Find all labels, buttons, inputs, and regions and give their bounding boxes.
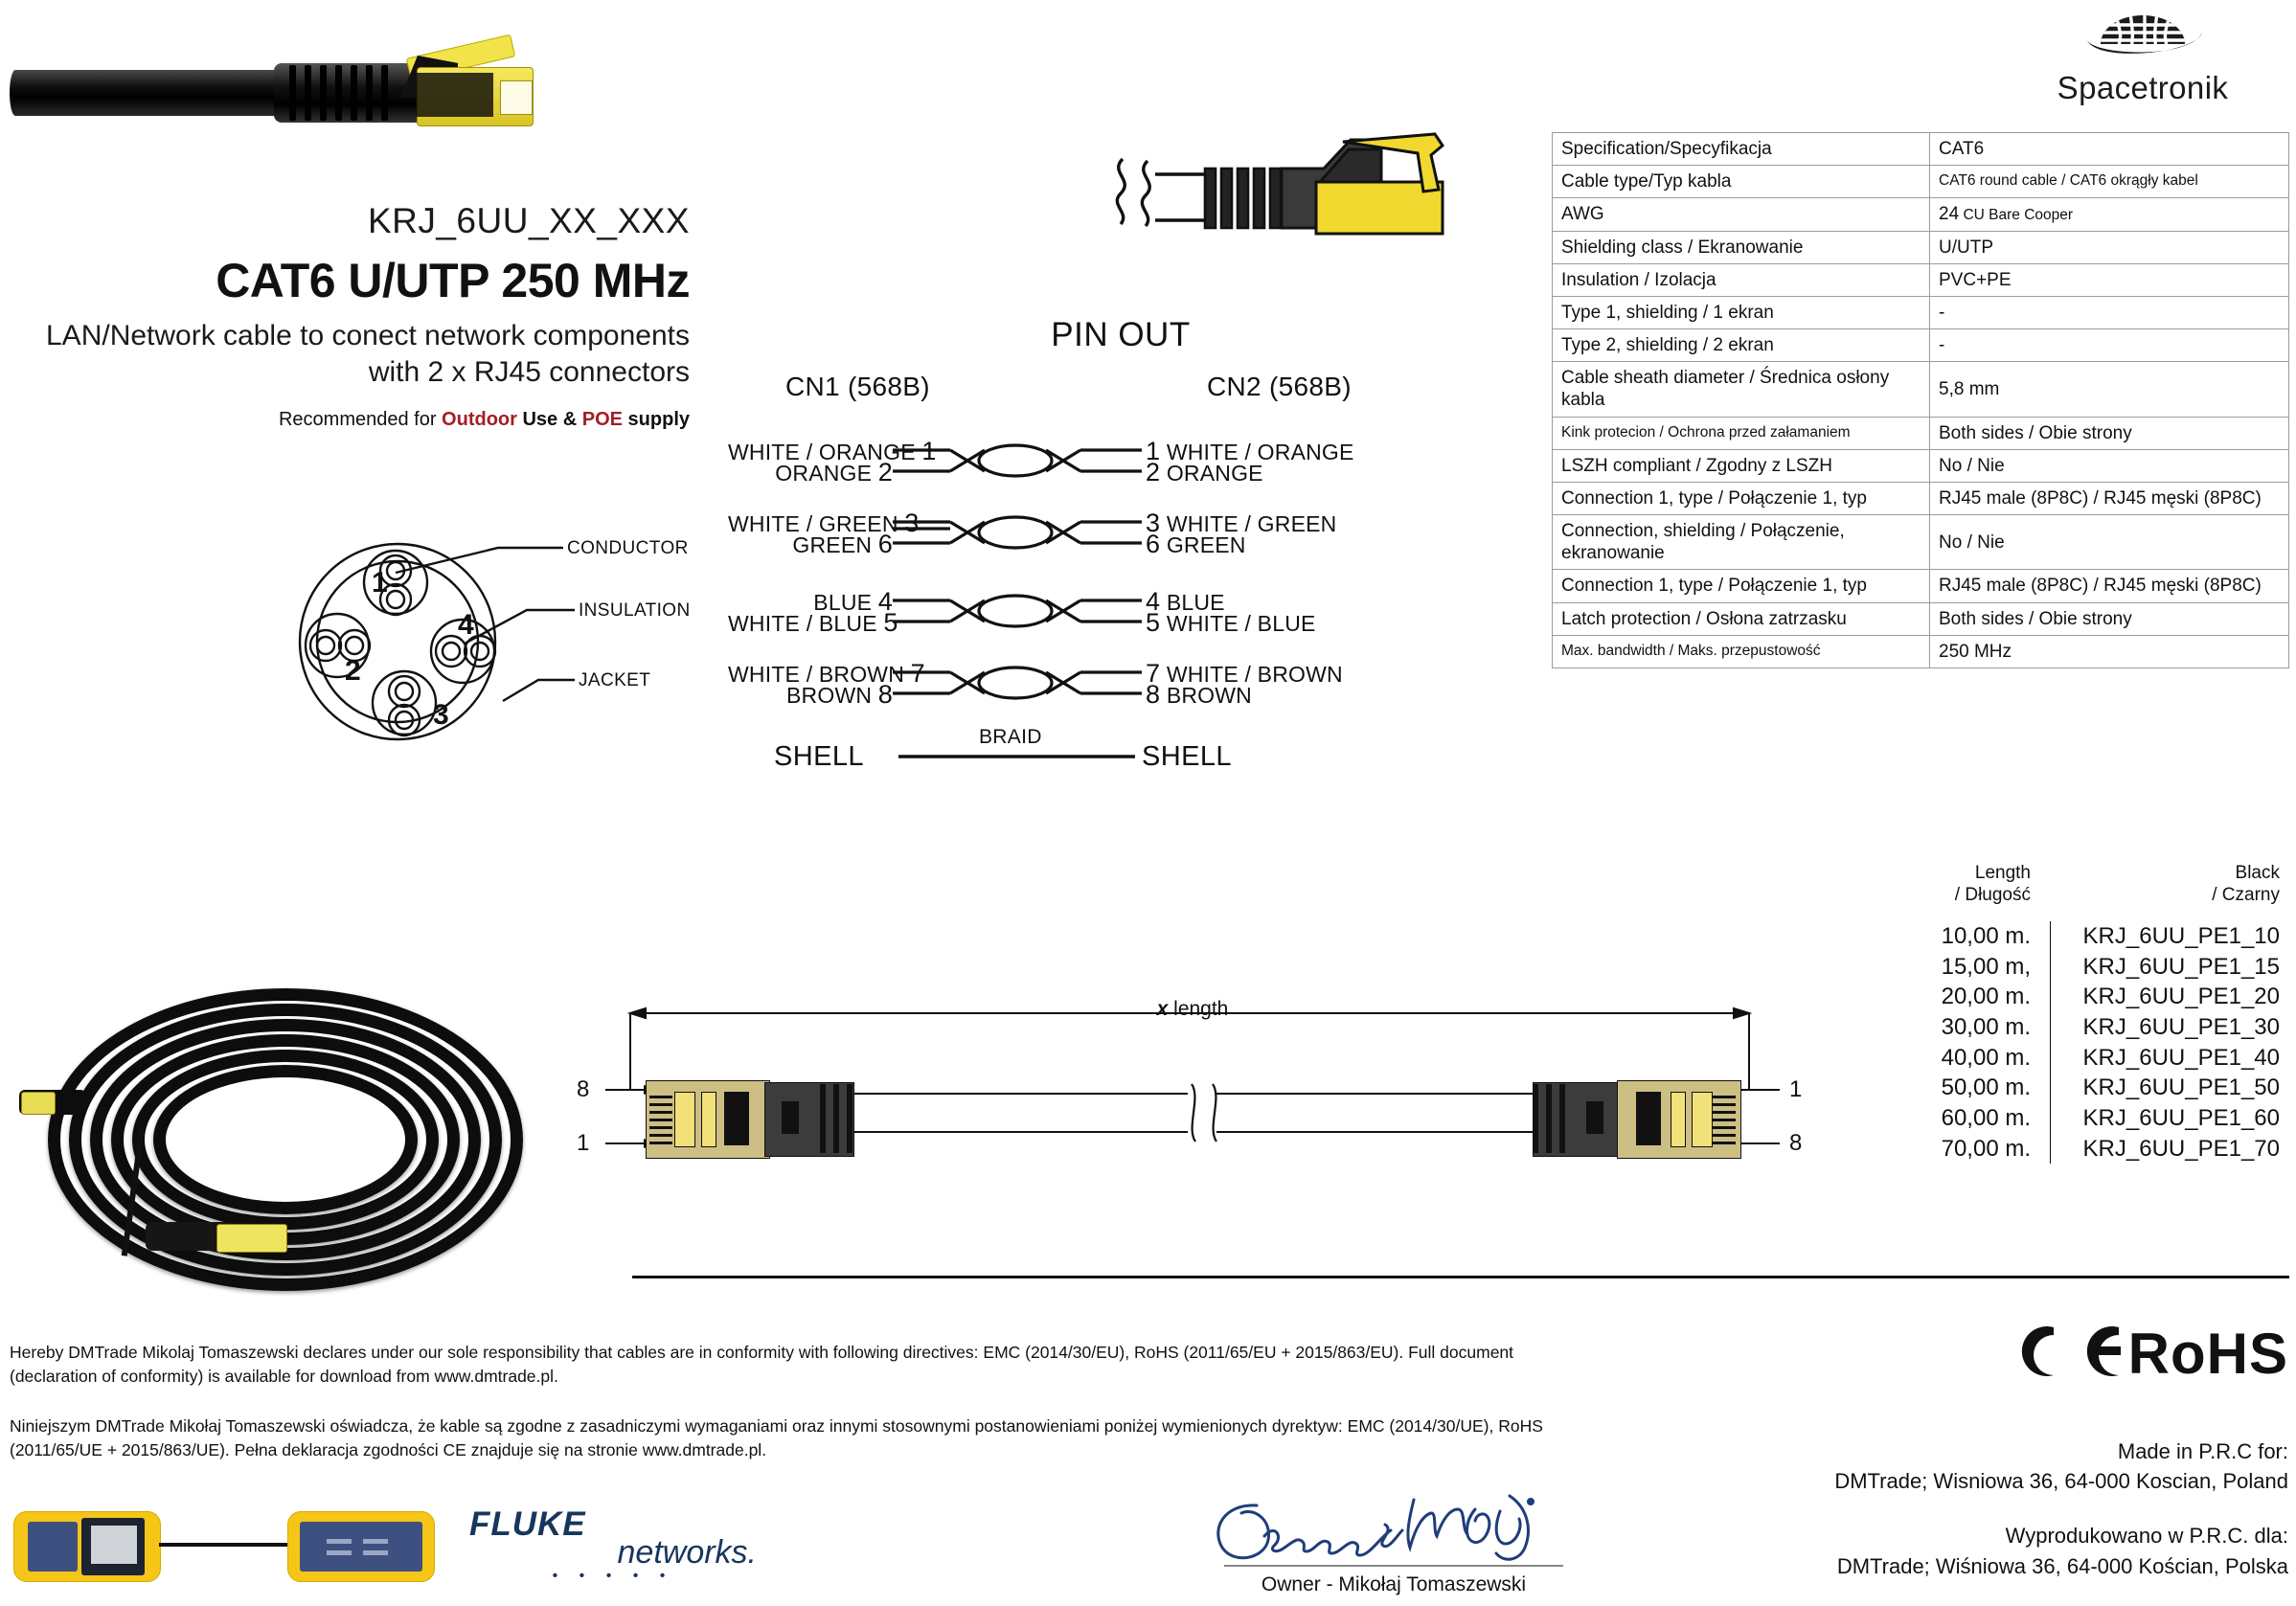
part-length: 60,00 m. bbox=[1941, 1105, 2031, 1132]
table-row bbox=[1553, 263, 2289, 296]
horizontal-divider bbox=[632, 1276, 2289, 1278]
part-number: KRJ_6UU_PE1_50 bbox=[2082, 1074, 2280, 1101]
part-length: 10,00 m. bbox=[1941, 923, 2031, 949]
signature-rule bbox=[1224, 1565, 1563, 1567]
signature-ink bbox=[1197, 1494, 1590, 1565]
spec-key: Latch protection / Osłona zatrzasku bbox=[1553, 602, 1930, 635]
table-row bbox=[1553, 133, 2289, 166]
part-number-list bbox=[1849, 862, 2280, 1164]
spec-value: No / Nie bbox=[1930, 449, 2289, 482]
recommendation-line bbox=[0, 409, 690, 431]
spec-value: RJ45 male (8P8C) / RJ45 męski (8P8C) bbox=[1930, 482, 2289, 514]
cable-cross-section-diagram bbox=[287, 529, 699, 758]
spec-key: Connection 1, type / Połączenie 1, typ bbox=[1553, 570, 1930, 602]
part-number: KRJ_6UU_PE1_70 bbox=[2082, 1135, 2280, 1162]
cable-product-photo bbox=[10, 17, 584, 142]
table-row bbox=[1553, 570, 2289, 602]
table-row bbox=[1553, 417, 2289, 449]
list-item bbox=[1849, 921, 2280, 952]
spec-value: Both sides / Obie strony bbox=[1930, 602, 2289, 635]
list-item bbox=[1849, 1012, 2280, 1043]
spec-key: Max. bandwidth / Maks. przepustowość bbox=[1553, 635, 1930, 667]
pin-number-right-top: 1 bbox=[1789, 1076, 1803, 1102]
recommend-poe: POE bbox=[581, 408, 623, 430]
address-en: Made in P.R.C for: DMTrade; Wisniowa 36, 64-000 Koscian, Poland bbox=[1834, 1439, 2288, 1494]
part-length: 40,00 m. bbox=[1941, 1044, 2031, 1071]
shell-label-left: SHELL bbox=[774, 741, 864, 772]
svg-text:3: 3 bbox=[433, 699, 449, 731]
spec-value: 250 MHz bbox=[1930, 635, 2289, 667]
list-item bbox=[1849, 1103, 2280, 1134]
spec-key: LSZH compliant / Zgodny z LSZH bbox=[1553, 449, 1930, 482]
title-block bbox=[0, 201, 690, 431]
part-length: 20,00 m. bbox=[1941, 984, 2031, 1010]
part-length: 30,00 m. bbox=[1941, 1014, 2031, 1041]
pinout-diagram bbox=[728, 316, 1513, 814]
cross-section-svg bbox=[287, 529, 699, 758]
spec-table-body bbox=[1553, 133, 2289, 668]
pin-number-left-bottom: 1 bbox=[577, 1130, 590, 1156]
pin-label-left-4: BLUE 4 bbox=[813, 587, 893, 616]
spec-key: Connection 1, type / Połączenie 1, typ bbox=[1553, 482, 1930, 514]
spec-value: 5,8 mm bbox=[1930, 362, 2289, 417]
spec-value: Both sides / Obie strony bbox=[1930, 417, 2289, 449]
pin-label-right-7: 7 WHITE / BROWN bbox=[1146, 659, 1343, 688]
spec-key: Shielding class / Ekranowanie bbox=[1553, 231, 1930, 263]
fluke-networks-logo bbox=[469, 1505, 757, 1592]
spec-value: - bbox=[1930, 296, 2289, 328]
table-row bbox=[1553, 362, 2289, 417]
address-pl: Wyprodukowano w P.R.C. dla: DMTrade; Wiśniowa 36, 64-000 Kościan, Polska bbox=[1836, 1524, 2288, 1578]
rohs-mark: RoHS bbox=[2127, 1322, 2288, 1386]
spec-value: 24 CU Bare Cooper bbox=[1930, 198, 2289, 231]
declaration-en: Hereby DMTrade Mikolaj Tomaszewski declares under our sole responsibility that cables are in conformity with following directives: EMC (2014/30/EU), RoHS (2011/65/EU + 2015/863/EU). Full document (declaration of conformity) is available for download from www.dmtrade.pl. bbox=[10, 1343, 1514, 1387]
spec-value: - bbox=[1930, 329, 2289, 362]
pin-label-right-5: 5 WHITE / BLUE bbox=[1146, 608, 1316, 637]
list-item bbox=[1849, 952, 2280, 983]
svg-text:1: 1 bbox=[372, 567, 388, 599]
svg-text:4: 4 bbox=[458, 609, 474, 641]
brand-name: Spacetronik bbox=[2057, 70, 2229, 105]
product-sku: KRJ_6UU_XX_XXX bbox=[367, 201, 690, 240]
spec-value: U/UTP bbox=[1930, 231, 2289, 263]
brand-logo bbox=[1999, 6, 2286, 105]
pin-label-left-5: WHITE / BLUE 5 bbox=[728, 608, 898, 637]
spec-key: Connection, shielding / Połączenie, ekranowanie bbox=[1553, 515, 1930, 570]
pin-label-right-8: 8 BROWN bbox=[1146, 680, 1252, 709]
manufacturer-address bbox=[1834, 1436, 2288, 1606]
label-jacket: JACKET bbox=[579, 670, 651, 690]
pin-label-left-3: WHITE / GREEN 3 bbox=[728, 509, 920, 537]
part-number: KRJ_6UU_PE1_10 bbox=[2082, 923, 2280, 949]
globe-grid-icon bbox=[1999, 6, 2286, 65]
spec-key: Cable type/Typ kabla bbox=[1553, 166, 1930, 198]
table-row bbox=[1553, 602, 2289, 635]
pin-label-left-2: ORANGE 2 bbox=[775, 458, 893, 486]
list-item bbox=[1849, 982, 2280, 1012]
fluke-dots: • • • • • bbox=[552, 1568, 674, 1584]
part-length: 70,00 m. bbox=[1941, 1135, 2031, 1162]
part-list-header bbox=[1849, 862, 2280, 921]
table-row bbox=[1553, 515, 2289, 570]
fluke-wordmark: FLUKE bbox=[469, 1505, 586, 1543]
svg-text:2: 2 bbox=[345, 655, 361, 687]
part-number: KRJ_6UU_PE1_60 bbox=[2082, 1105, 2280, 1132]
table-row bbox=[1553, 198, 2289, 231]
table-row bbox=[1553, 635, 2289, 667]
spec-key: Insulation / Izolacja bbox=[1553, 263, 1930, 296]
pin-label-right-6: 6 GREEN bbox=[1146, 530, 1246, 558]
table-row bbox=[1553, 296, 2289, 328]
part-number: KRJ_6UU_PE1_15 bbox=[2082, 953, 2280, 980]
pin-label-right-1: 1 WHITE / ORANGE bbox=[1146, 437, 1354, 465]
spec-key: Cable sheath diameter / Średnica osłony kabla bbox=[1553, 362, 1930, 417]
pin-number-right-bottom: 8 bbox=[1789, 1130, 1803, 1156]
coiled-cable-photo bbox=[19, 977, 565, 1293]
label-insulation: INSULATION bbox=[579, 600, 691, 621]
pin-label-right-4: 4 BLUE bbox=[1146, 587, 1225, 616]
label-conductor: CONDUCTOR bbox=[567, 538, 689, 558]
part-length: 50,00 m. bbox=[1941, 1074, 2031, 1101]
list-item bbox=[1849, 1134, 2280, 1165]
shell-label-right: SHELL bbox=[1142, 741, 1232, 772]
owner-signature-block bbox=[1197, 1494, 1590, 1596]
cn2-header: CN2 (568B) bbox=[1207, 372, 1352, 401]
recommend-prefix: Recommended for bbox=[278, 408, 443, 430]
compliance-marks bbox=[2015, 1322, 2288, 1386]
pin-label-left-1: WHITE / ORANGE 1 bbox=[728, 437, 937, 465]
pin-number-left-top: 8 bbox=[577, 1076, 590, 1102]
spec-key: Specification/Specyfikacja bbox=[1553, 133, 1930, 166]
signature-name: Owner - Mikołaj Tomaszewski bbox=[1261, 1573, 1527, 1595]
spec-value: CAT6 round cable / CAT6 okrągły kabel bbox=[1930, 166, 2289, 198]
table-row bbox=[1553, 231, 2289, 263]
part-number: KRJ_6UU_PE1_30 bbox=[2082, 1014, 2280, 1041]
color-column-header: Black / Czarny bbox=[2212, 863, 2280, 906]
braid-label: BRAID bbox=[979, 726, 1042, 748]
page-title: CAT6 U/UTP 250 MHz bbox=[216, 254, 690, 307]
specification-table bbox=[1552, 132, 2289, 668]
spec-value: CAT6 bbox=[1930, 133, 2289, 166]
length-column-header: Length / Długość bbox=[1954, 863, 2031, 906]
fluke-tester-photo bbox=[8, 1504, 458, 1599]
networks-wordmark: networks. bbox=[617, 1534, 757, 1571]
part-number: KRJ_6UU_PE1_20 bbox=[2082, 984, 2280, 1010]
pin-label-left-6: GREEN 6 bbox=[792, 530, 893, 558]
table-row bbox=[1553, 329, 2289, 362]
pin-label-right-3: 3 WHITE / GREEN bbox=[1146, 509, 1337, 537]
table-row bbox=[1553, 449, 2289, 482]
declaration-pl: Niniejszym DMTrade Mikołaj Tomaszewski oświadcza, że kable są zgodne z zasadniczymi wymaganiami oraz innymi stosownymi postanowieniami poniżej wymienionych dyrektyw: EMC (2014/30/UE), RoHS (2011/65/UE + 2015/863/UE). Pełna deklaracja zgodności CE znajduje się na stronie www.dmtrade.pl. bbox=[10, 1415, 1543, 1460]
spec-key: Kink protecion / Ochrona przed załamaniem bbox=[1553, 417, 1930, 449]
cn1-header: CN1 (568B) bbox=[785, 372, 930, 401]
pin-label-left-7: WHITE / BROWN 7 bbox=[728, 659, 925, 688]
part-length: 15,00 m, bbox=[1941, 953, 2031, 980]
pinout-wires bbox=[728, 316, 1513, 814]
dim-x: x bbox=[1156, 998, 1169, 1020]
spec-key: Type 1, shielding / 1 ekran bbox=[1553, 296, 1930, 328]
ce-mark-icon bbox=[2015, 1322, 2128, 1381]
connector-left bbox=[646, 1080, 852, 1157]
spec-value: No / Nie bbox=[1930, 515, 2289, 570]
conformity-declaration bbox=[10, 1341, 1580, 1488]
table-row bbox=[1553, 166, 2289, 198]
pin-label-left-8: BROWN 8 bbox=[786, 680, 893, 709]
part-list-rows bbox=[1849, 921, 2280, 1164]
table-row bbox=[1553, 482, 2289, 514]
product-subtitle: LAN/Network cable to conect network components with 2 x RJ45 connectors bbox=[46, 320, 690, 389]
cable-dimension-drawing bbox=[556, 977, 1830, 1197]
pinout-title: PIN OUT bbox=[1051, 316, 1191, 353]
list-item bbox=[1849, 1043, 2280, 1074]
list-item bbox=[1849, 1073, 2280, 1103]
part-number: KRJ_6UU_PE1_40 bbox=[2082, 1044, 2280, 1071]
recommend-suffix: supply bbox=[622, 408, 690, 430]
recommend-outdoor: Outdoor bbox=[442, 408, 517, 430]
rj45-connector-icon bbox=[1102, 132, 1485, 238]
pin-label-right-2: 2 ORANGE bbox=[1146, 458, 1263, 486]
spec-value: PVC+PE bbox=[1930, 263, 2289, 296]
recommend-mid: Use & bbox=[516, 408, 582, 430]
spec-key: Type 2, shielding / 2 ekran bbox=[1553, 329, 1930, 362]
connector-right bbox=[1533, 1080, 1739, 1157]
dim-text: length bbox=[1168, 998, 1229, 1020]
spec-value: RJ45 male (8P8C) / RJ45 męski (8P8C) bbox=[1930, 570, 2289, 602]
spec-key: AWG bbox=[1553, 198, 1930, 231]
